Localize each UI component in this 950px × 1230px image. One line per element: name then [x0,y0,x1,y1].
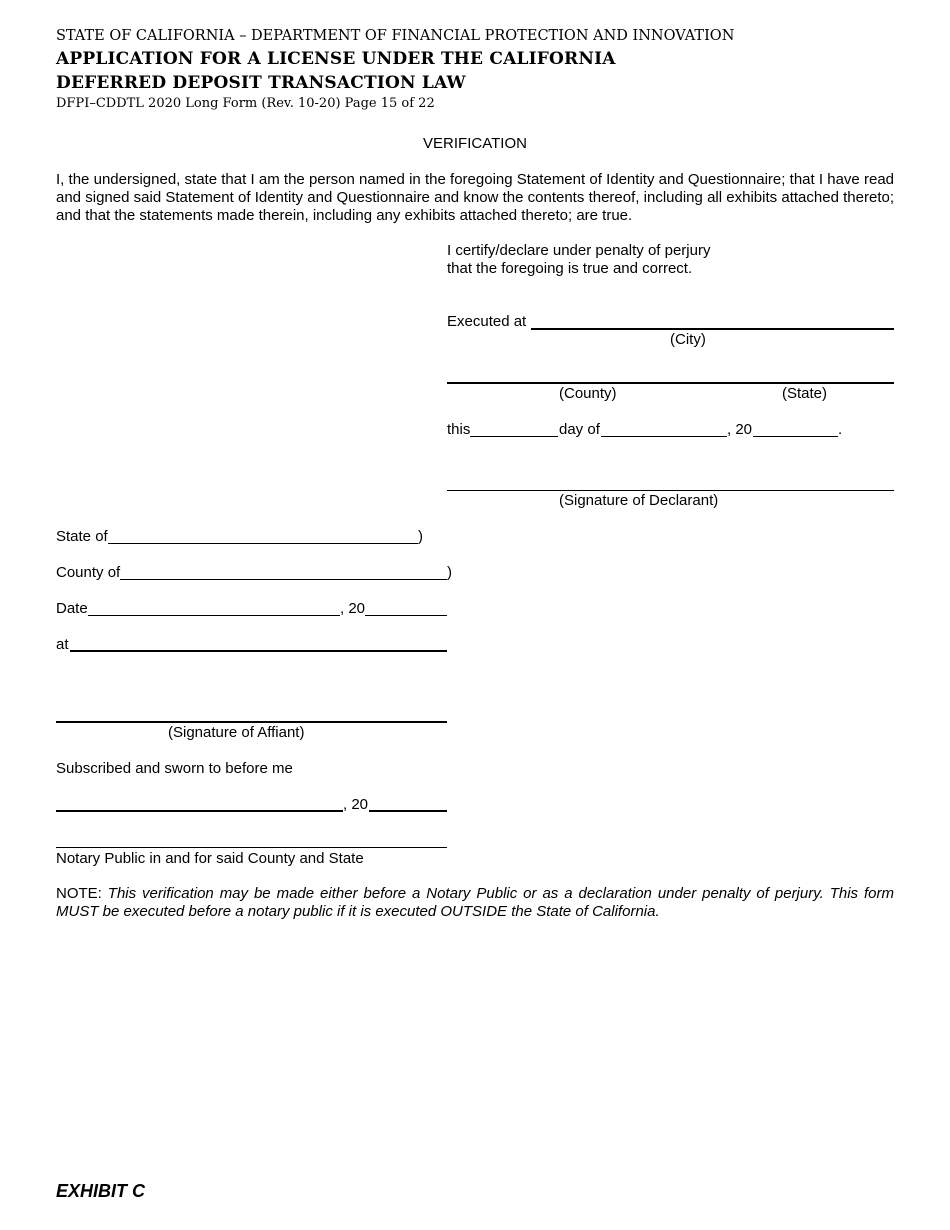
date-field[interactable] [88,615,340,616]
county-state-field[interactable] [447,382,894,384]
state-of-label: State of [56,528,108,545]
affiant-caption: (Signature of Affiant) [168,724,305,741]
form-title-line-2: DEFERRED DEPOSIT TRANSACTION LAW [56,73,466,93]
agency-name: STATE OF CALIFORNIA – DEPARTMENT OF FINANCIAL PROTECTION AND INNOVATION [56,28,735,44]
notary-caption: Notary Public in and for said County and State [56,850,364,867]
county-of-field[interactable] [120,579,447,580]
day-of-label: day of [559,421,600,438]
note-text: This verification may be made either before a Notary Public or as a declaration under penalty of perjury. This form MUST be executed before a notary public if it is executed OUTSIDE the State of California. [56,885,894,920]
county-caption: (County) [559,385,617,402]
certify-line-2: that the foregoing is true and correct. [447,260,693,277]
year-prefix-label: , 20 [727,421,753,438]
at-label: at [56,636,69,653]
executed-at-label: Executed at [447,313,527,330]
sworn-year-field[interactable] [369,810,447,812]
state-of-field[interactable] [108,543,418,544]
year-field[interactable] [753,436,838,437]
exhibit-label: EXHIBIT C [56,1181,146,1201]
period: . [838,421,843,438]
city-caption: (City) [670,331,706,348]
county-of-label: County of [56,564,121,581]
date-year-prefix: , 20 [340,600,366,617]
sworn-year-prefix: , 20 [343,796,369,813]
date-year-field[interactable] [365,615,447,616]
at-location-field[interactable] [70,650,447,652]
county-of-paren: ) [447,564,452,581]
executed-city-field[interactable] [531,328,894,330]
date-label: Date [56,600,88,617]
certify-line-1: I certify/declare under penalty of perjury [447,242,711,259]
affiant-signature-field[interactable] [56,721,447,723]
month-field[interactable] [601,436,727,437]
declarant-signature-field[interactable] [447,490,894,491]
subscribed-label: Subscribed and sworn to before me [56,760,293,777]
day-field[interactable] [470,436,558,437]
sworn-date-field[interactable] [56,810,343,812]
note-prefix: NOTE: [56,885,108,902]
state-caption: (State) [782,385,828,402]
state-of-paren: ) [418,528,423,545]
this-label: this [447,421,471,438]
declarant-caption: (Signature of Declarant) [559,492,719,509]
verification-heading: VERIFICATION [423,135,527,152]
notary-signature-field[interactable] [56,847,447,848]
verification-statement: I, the undersigned, state that I am the person named in the foregoing Statement of Identity and Questionnaire; that I have read and signed said Statement of Identity and Questionnaire and know the contents thereof, including all exhibits attached thereto; and that the statements made therein, including any exhibits attached thereto; are true. [56,171,894,224]
note-paragraph [56,885,894,921]
form-title-line-1: APPLICATION FOR A LICENSE UNDER THE CALIFORNIA [56,49,616,69]
form-identifier: DFPI–CDDTL 2020 Long Form (Rev. 10-20) Page 15 of 22 [56,96,435,111]
